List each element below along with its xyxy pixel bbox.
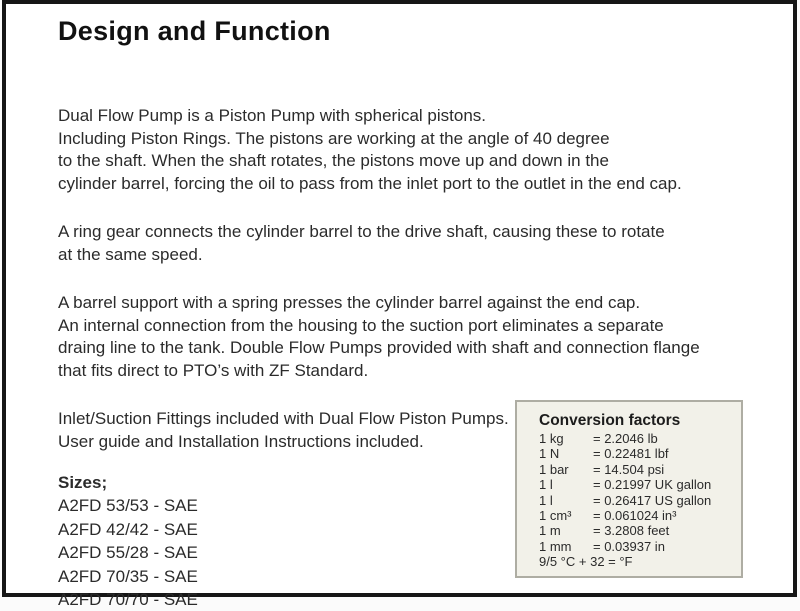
text-line: A barrel support with a spring presses the cylinder barrel against the end cap. [58, 293, 641, 312]
text-line: cylinder barrel, forcing the oil to pass from the inlet port to the outlet in the end cap. [58, 173, 682, 193]
size-item: A2FD 70/35 - SAE [58, 566, 198, 586]
text-line: An internal connection from the housing to the suction port eliminates a separate [58, 315, 664, 335]
conversion-unit: 1 l [539, 477, 553, 493]
conversion-value: = 2.2046 lb [593, 431, 658, 446]
sizes-heading: Sizes; [58, 473, 108, 492]
conversion-unit: 1 cm³ [539, 508, 572, 524]
text-line: that fits direct to PTO’s with ZF Standard. [58, 360, 369, 380]
conversion-row [539, 508, 733, 523]
text-line: draing line to the tank. Double Flow Pumps provided with shaft and connection flange [58, 338, 700, 357]
conversion-value: = 0.061024 in³ [593, 508, 677, 524]
conversion-factors-box [515, 400, 743, 578]
conversion-title: Conversion factors [539, 412, 681, 429]
conversion-row [539, 493, 733, 508]
conversion-formula: 9/5 °C + 32 = °F [539, 554, 633, 570]
conversion-row [539, 446, 733, 461]
conversion-unit: 1 mm [539, 538, 572, 554]
conversion-unit: 1 bar [539, 461, 569, 477]
size-item: A2FD 42/42 - SAE [58, 519, 198, 539]
conversion-row [539, 477, 733, 492]
text-line: Inlet/Suction Fittings included with Dual Flow Piston Pumps. [58, 409, 509, 428]
conversion-value: = 0.21997 UK gallon [593, 477, 712, 493]
conversion-unit: 1 m [539, 523, 561, 539]
page-title: Design and Function [58, 16, 331, 46]
size-item: A2FD 70/70 - SAE [58, 590, 198, 610]
conversion-value: = 14.504 psi [593, 461, 665, 477]
text-line: at the same speed. [58, 244, 203, 264]
conversion-unit: 1 N [539, 446, 560, 462]
text-line: Dual Flow Pump is a Piston Pump with spherical pistons. [58, 106, 487, 125]
conversion-row [539, 431, 733, 446]
conversion-value: = 3.2808 feet [593, 523, 670, 539]
conversion-row [539, 523, 733, 538]
text-line: User guide and Installation Instructions included. [58, 431, 424, 451]
text-line: Including Piston Rings. The pistons are working at the angle of 40 degree [58, 128, 610, 148]
conversion-unit: 1 l [539, 492, 553, 508]
conversion-unit: 1 kg [539, 431, 564, 446]
page-frame [2, 0, 797, 610]
conversion-row [539, 462, 733, 477]
size-item: A2FD 55/28 - SAE [58, 543, 198, 563]
text-line: to the shaft. When the shaft rotates, the pistons move up and down in the [58, 151, 609, 170]
conversion-value: = 0.26417 US gallon [593, 492, 712, 508]
conversion-value: = 0.22481 lbf [593, 446, 669, 462]
text-line: A ring gear connects the cylinder barrel to the drive shaft, causing these to rotate [58, 222, 665, 241]
conversion-row [539, 539, 733, 554]
size-item: A2FD 53/53 - SAE [58, 496, 198, 516]
conversion-value: = 0.03937 in [593, 538, 665, 554]
